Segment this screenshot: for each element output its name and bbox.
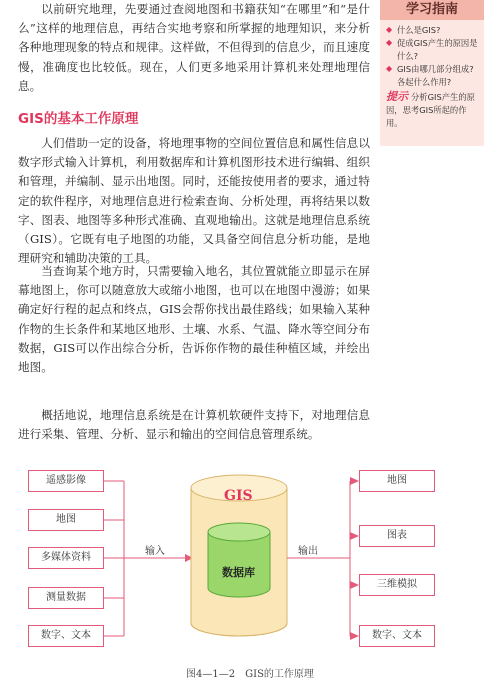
study-guide-item: ◆ 什么是GIS? bbox=[386, 25, 441, 35]
output-box-digital-text: 数字、文本 bbox=[359, 625, 435, 647]
study-guide-title: 学习指南 bbox=[380, 0, 484, 20]
study-guide-item: ◆ GIS由哪几部分组成?各起什么作用? bbox=[386, 64, 474, 87]
study-guide-item: ◆ 促成GIS产生的原因是什么? bbox=[386, 38, 478, 61]
input-box-map: 地图 bbox=[28, 509, 104, 531]
study-tip bbox=[380, 89, 484, 129]
database-label: 数据库 bbox=[222, 566, 255, 579]
study-guide-sidebar bbox=[380, 0, 484, 146]
body-paragraph-3: 概括地说，地理信息系统是在计算机软硬件支持下，对地理信息进行采集、管理、分析、显示和输出的空间信息管理系统。 bbox=[18, 408, 370, 442]
input-box-digital-text: 数字、文本 bbox=[28, 625, 104, 647]
output-label: 输出 bbox=[298, 546, 318, 557]
tip-label: 提示 bbox=[386, 90, 408, 104]
section-title: GIS的基本工作原理 bbox=[18, 111, 139, 127]
gis-diagram bbox=[28, 470, 458, 655]
input-box-survey-data: 测量数据 bbox=[28, 587, 104, 609]
tip-text: 分析GIS产生的原因，思考GIS所起的作用。 bbox=[386, 92, 475, 128]
output-box-3d-simulation: 三维模拟 bbox=[359, 574, 435, 596]
body-paragraph-2: 当查询某个地方时，只需要输入地名，其位置就能立即显示在屏幕地图上，你可以随意放大或缩小地图，也可以在地图中漫游；如果确定好行程的起点和终点，GIS会帮你找出最佳路线；如果输入某种作物的生长条件和某地区地形、土壤、水系、气温、降水等空间分布数据，GIS可以作出综合分析，告诉你作物的最佳种植区域，并绘出地图。 bbox=[18, 264, 370, 375]
diamond-bullet-icon: ◆ bbox=[386, 25, 393, 34]
figure-caption: 图4—1—2 GIS的工作原理 bbox=[186, 669, 314, 680]
diamond-bullet-icon: ◆ bbox=[386, 64, 393, 74]
input-box-multimedia: 多媒体资料 bbox=[28, 547, 104, 569]
input-label: 输入 bbox=[145, 546, 165, 557]
output-box-map: 地图 bbox=[359, 470, 435, 492]
body-paragraph-1: 人们借助一定的设备，将地理事物的空间位置信息和属性信息以数字形式输入计算机，利用数据库和计算机图形技术进行编辑、组织和管理，并编制、显示出地图。同时，还能按使用者的要求，通过特定的软件程序，对地理信息进行检索查询、分析处理，再将结果以数字、图表、地图等多种形式准确、直观地输出。这就是地理信息系统（GIS）。它既有电子地图的功能，又具备空间信息分析功能，是地理研究和辅助决策的工具。 bbox=[18, 136, 370, 266]
study-guide-list bbox=[380, 20, 484, 88]
gis-label: GIS bbox=[224, 488, 253, 504]
diamond-bullet-icon: ◆ bbox=[386, 38, 393, 48]
input-box-remote-sensing: 遥感影像 bbox=[28, 470, 104, 492]
output-box-chart: 图表 bbox=[359, 525, 435, 547]
intro-paragraph: 以前研究地理，先要通过查阅地图和书籍获知“在哪里”和“是什么”这样的地理信息，再结合实地考察和所掌握的地理知识，来分析各种地理现象的特点和规律。这样做，不但得到的信息少，而且速度慢，准确度也比较低。现在，人们更多地采用计算机来处理地理信息。 bbox=[18, 2, 370, 93]
